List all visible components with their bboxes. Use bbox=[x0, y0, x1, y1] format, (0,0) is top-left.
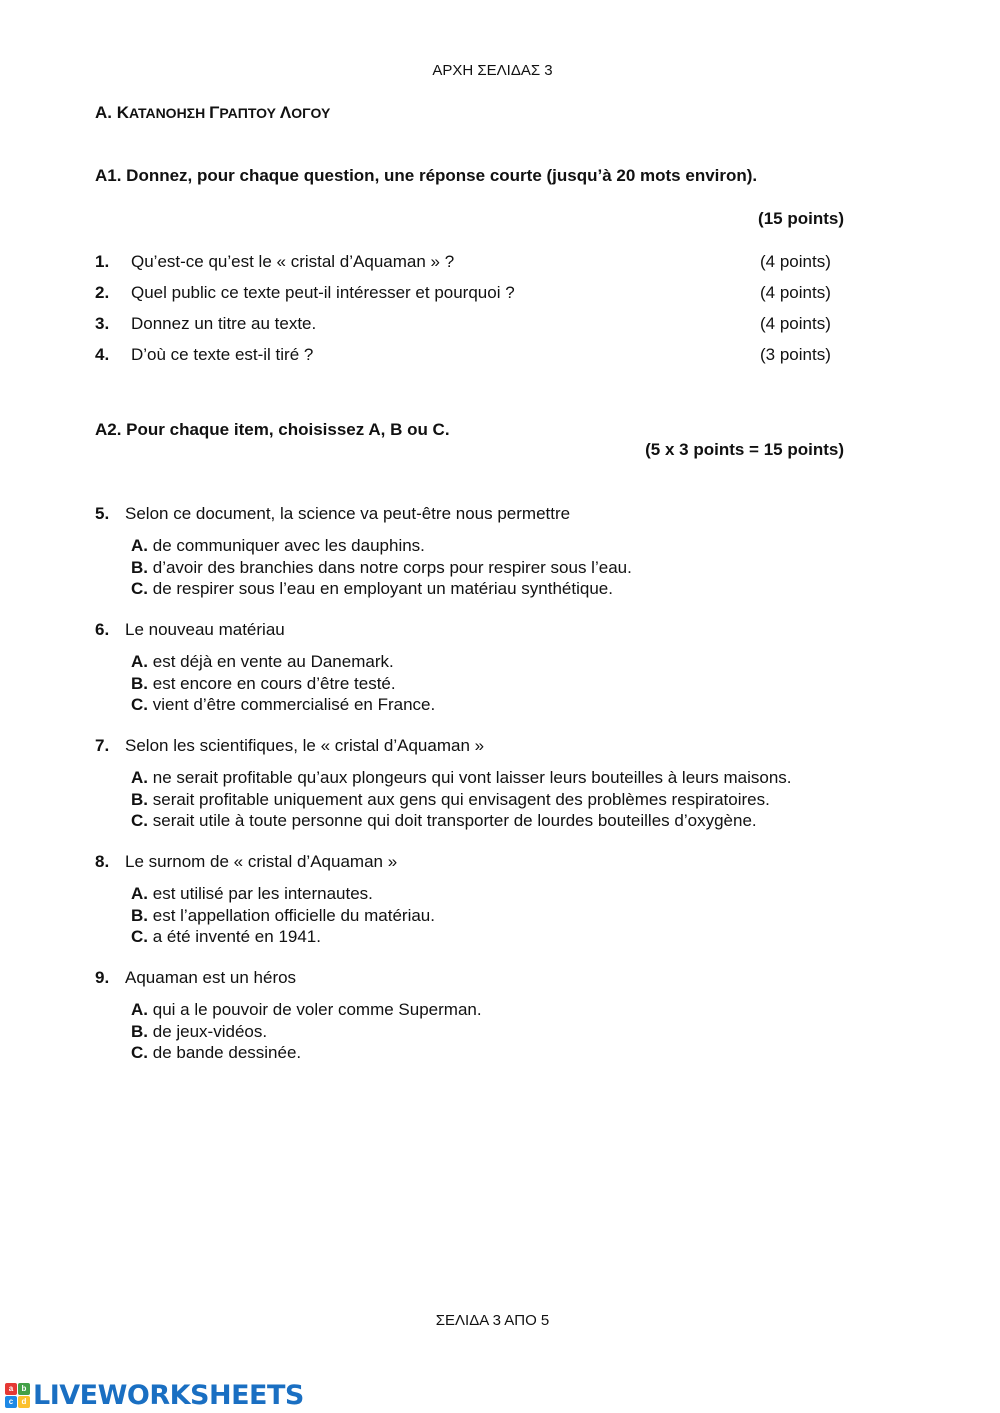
mc-option: A. est déjà en vente au Danemark. bbox=[131, 652, 394, 671]
logo-block: a bbox=[5, 1383, 17, 1395]
mc-option: C. serait utile à toute personne qui doit transporter de lourdes bouteilles d’oxygène. bbox=[131, 811, 757, 830]
mc-item: 5. Selon ce document, la science va peut-être nous permettre A. de communiquer avec les dauphins. B. d’avoir des branchies dans notre corps pour respirer sous l’eau. C. de respirer sous l’eau en employant un matériau synthétique. bbox=[95, 504, 895, 600]
mc-option: C. de bande dessinée. bbox=[131, 1043, 302, 1062]
logo-blocks-icon bbox=[5, 1383, 30, 1408]
mc-option: A. qui a le pouvoir de voler comme Superman. bbox=[131, 1000, 482, 1019]
a1-title: A1. Donnez, pour chaque question, une réponse courte (jusqu’à 20 mots environ). bbox=[95, 166, 758, 185]
page-footer: ΣΕΛΙΔΑ 3 ΑΠΟ 5 bbox=[435, 1312, 550, 1329]
mc-option: B. est encore en cours d’être testé. bbox=[131, 673, 396, 693]
page-header: ΑΡΧΗ ΣΕΛΙΔΑΣ 3 bbox=[432, 62, 553, 79]
logo-block: b bbox=[18, 1383, 30, 1395]
mc-option: A. ne serait profitable qu’aux plongeurs qui vont laisser leurs bouteilles à leurs maisons. bbox=[131, 768, 792, 787]
mc-option: B. serait profitable uniquement aux gens qui envisagent des problèmes respiratoires. bbox=[131, 789, 770, 809]
a1-points: (15 points) bbox=[758, 209, 844, 228]
mc-option: B. est l’appellation officielle du matériau. bbox=[131, 905, 435, 925]
mc-option: C. a été inventé en 1941. bbox=[131, 927, 321, 946]
logo-text: LIVEWORKSHEETS bbox=[33, 1379, 304, 1411]
mc-item: 9. Aquaman est un héros A. qui a le pouvoir de voler comme Superman. B. de jeux-vidéos. C. de bande dessinée. bbox=[95, 968, 895, 1064]
section-title: Α. ΚΑΤΑΝΟΗΣΗ ΓΡΑΠΤΟΥ ΛΟΓΟΥ bbox=[95, 103, 331, 122]
mc-option: B. de jeux-vidéos. bbox=[131, 1021, 268, 1041]
mc-option: C. vient d’être commercialisé en France. bbox=[131, 695, 436, 714]
a2-points: (5 x 3 points = 15 points) bbox=[645, 440, 844, 459]
mc-option: B. d’avoir des branchies dans notre corps pour respirer sous l’eau. bbox=[131, 557, 632, 577]
logo-block: d bbox=[18, 1396, 30, 1408]
mc-item: 7. Selon les scientifiques, le « cristal d’Aquaman » A. ne serait profitable qu’aux plongeurs qui vont laisser leurs bouteilles à leurs maisons. B. serait profitable uniquement aux gens qui envisagent des problèmes respiratoires. C. serait utile à toute personne qui doit transporter de lourdes bouteilles d’oxygène. bbox=[95, 736, 895, 832]
mc-option: A. est utilisé par les internautes. bbox=[131, 884, 373, 903]
mc-item: 6. Le nouveau matériau A. est déjà en vente au Danemark. B. est encore en cours d’être testé. C. vient d’être commercialisé en France. bbox=[95, 620, 895, 716]
liveworksheets-logo[interactable] bbox=[5, 1380, 304, 1410]
mc-option: A. de communiquer avec les dauphins. bbox=[131, 536, 425, 555]
mc-option: C. de respirer sous l’eau en employant un matériau synthétique. bbox=[131, 579, 613, 598]
mc-item: 8. Le surnom de « cristal d’Aquaman » A. est utilisé par les internautes. B. est l’appellation officielle du matériau. C. a été inventé en 1941. bbox=[95, 852, 895, 948]
logo-block: c bbox=[5, 1396, 17, 1408]
a2-title: A2. Pour chaque item, choisissez A, B ou C. bbox=[95, 420, 450, 439]
